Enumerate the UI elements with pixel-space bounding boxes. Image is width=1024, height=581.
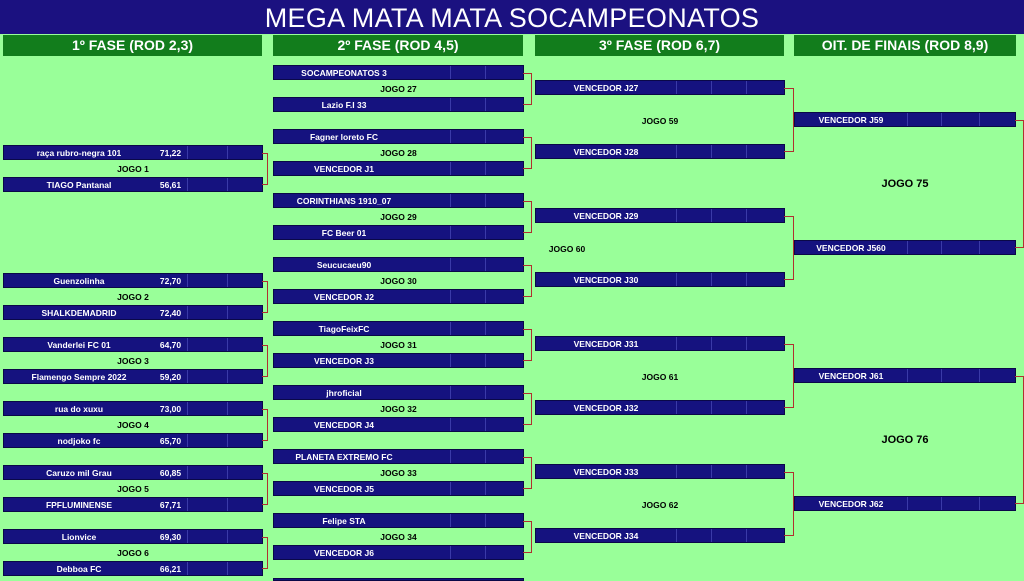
score-cell [450, 482, 451, 495]
game-label: JOGO 31 [380, 340, 417, 350]
team-name: VENCEDOR J59 [818, 115, 884, 125]
team-score: 56,61 [159, 180, 182, 190]
team-slot[interactable] [273, 225, 524, 240]
game-label: JOGO 76 [881, 434, 929, 446]
team-slot[interactable] [3, 561, 263, 576]
score-cell [187, 402, 188, 415]
score-cell [450, 546, 451, 559]
score-cell [187, 562, 188, 575]
team-slot[interactable] [535, 336, 785, 351]
bracket-line [523, 521, 532, 553]
team-slot[interactable] [273, 193, 524, 208]
score-cell [187, 434, 188, 447]
team-name: Guenzolinha [53, 276, 105, 286]
team-name: Lazio F.I 33 [321, 100, 367, 110]
game-label: JOGO 28 [380, 148, 417, 158]
score-cell [187, 306, 188, 319]
score-cell [227, 274, 228, 287]
team-score: 60,85 [159, 468, 182, 478]
team-name: TiagoFeixFC [318, 324, 370, 334]
score-cell [227, 178, 228, 191]
team-name: Debboa FC [56, 564, 102, 574]
game-label: JOGO 61 [641, 372, 679, 382]
bracket-line [784, 472, 794, 536]
team-slot[interactable] [273, 289, 524, 304]
score-cell [979, 113, 980, 126]
score-cell [450, 98, 451, 111]
bracket-line [784, 344, 794, 408]
score-cell [711, 145, 712, 158]
game-label: JOGO 6 [117, 548, 149, 558]
team-slot[interactable] [3, 529, 263, 544]
bracket-line [523, 73, 532, 105]
score-cell [485, 130, 486, 143]
team-name: Flamengo Sempre 2022 [31, 372, 127, 382]
team-slot[interactable] [273, 481, 524, 496]
team-score: 71,22 [159, 148, 182, 158]
bracket-line [523, 265, 532, 297]
score-cell [485, 386, 486, 399]
team-slot[interactable] [3, 401, 263, 416]
score-cell [187, 274, 188, 287]
team-name: TIAGO Pantanal [46, 180, 112, 190]
score-cell [187, 178, 188, 191]
team-name: VENCEDOR J2 [314, 292, 374, 302]
score-cell [485, 98, 486, 111]
bracket-line [523, 137, 532, 169]
score-cell [227, 530, 228, 543]
score-cell [485, 354, 486, 367]
score-cell [485, 418, 486, 431]
score-cell [450, 354, 451, 367]
score-cell [450, 226, 451, 239]
team-name: Vanderlei FC 01 [47, 340, 111, 350]
bracket-line [262, 473, 268, 505]
game-label: JOGO 2 [117, 292, 149, 302]
game-label: JOGO 75 [881, 178, 929, 190]
team-slot[interactable] [273, 513, 524, 528]
game-label: JOGO 32 [380, 404, 417, 414]
team-name: VENCEDOR J34 [573, 531, 639, 541]
game-label: JOGO 3 [117, 356, 149, 366]
score-cell [979, 369, 980, 382]
team-slot[interactable] [3, 273, 263, 288]
score-cell [450, 130, 451, 143]
game-label: JOGO 30 [380, 276, 417, 286]
score-cell [711, 337, 712, 350]
score-cell [187, 498, 188, 511]
score-cell [485, 194, 486, 207]
score-cell [187, 338, 188, 351]
team-score: 66,21 [159, 564, 182, 574]
team-name: VENCEDOR J33 [573, 467, 639, 477]
score-cell [187, 530, 188, 543]
bracket-line [1015, 120, 1024, 248]
team-name: VENCEDOR J31 [573, 339, 639, 349]
score-cell [676, 465, 677, 478]
game-label: JOGO 27 [380, 84, 417, 94]
game-label: JOGO 34 [380, 532, 417, 542]
score-cell [711, 401, 712, 414]
score-cell [746, 401, 747, 414]
team-slot[interactable] [273, 545, 524, 560]
team-slot[interactable] [3, 337, 263, 352]
game-label: JOGO 60 [548, 244, 586, 254]
score-cell [450, 194, 451, 207]
page-title: MEGA MATA MATA SOCAMPEONATOS [0, 0, 1024, 34]
score-cell [227, 306, 228, 319]
score-cell [711, 81, 712, 94]
score-cell [450, 66, 451, 79]
score-cell [907, 497, 908, 510]
score-cell [746, 273, 747, 286]
team-slot[interactable] [535, 80, 785, 95]
team-slot[interactable] [535, 272, 785, 287]
score-cell [450, 514, 451, 527]
team-slot[interactable] [3, 145, 263, 160]
team-slot[interactable] [3, 497, 263, 512]
team-name: FC Beer 01 [321, 228, 367, 238]
score-cell [676, 145, 677, 158]
score-cell [711, 465, 712, 478]
team-slot[interactable] [273, 97, 524, 112]
score-cell [941, 369, 942, 382]
score-cell [187, 146, 188, 159]
team-slot[interactable] [535, 400, 785, 415]
score-cell [485, 546, 486, 559]
team-slot[interactable] [273, 65, 524, 80]
score-cell [485, 258, 486, 271]
team-slot[interactable] [794, 112, 1016, 127]
team-slot[interactable] [3, 433, 263, 448]
score-cell [450, 450, 451, 463]
score-cell [227, 370, 228, 383]
team-name: Lionvice [61, 532, 97, 542]
game-label: JOGO 62 [641, 500, 679, 510]
score-cell [450, 418, 451, 431]
team-name: Felipe STA [322, 516, 366, 526]
score-cell [450, 386, 451, 399]
score-cell [227, 338, 228, 351]
team-slot[interactable] [273, 257, 524, 272]
score-cell [485, 450, 486, 463]
team-name: Fagner loreto FC [309, 132, 378, 142]
team-name: jhroficial [326, 388, 362, 398]
score-cell [227, 434, 228, 447]
score-cell [907, 369, 908, 382]
team-name: VENCEDOR J30 [573, 275, 639, 285]
team-slot[interactable] [535, 528, 785, 543]
bracket-line [523, 457, 532, 489]
team-name: VENCEDOR J62 [818, 499, 884, 509]
team-name: VENCEDOR J32 [573, 403, 639, 413]
team-score: 67,71 [159, 500, 182, 510]
team-score: 69,30 [159, 532, 182, 542]
game-label: JOGO 1 [117, 164, 149, 174]
team-slot[interactable] [3, 465, 263, 480]
team-name: SOCAMPEONATOS 3 [301, 68, 387, 78]
phase-header-4: OIT. DE FINAIS (ROD 8,9) [794, 35, 1016, 56]
team-name: rua do xuxu [54, 404, 104, 414]
score-cell [485, 66, 486, 79]
game-label: JOGO 59 [641, 116, 679, 126]
score-cell [746, 81, 747, 94]
score-cell [746, 465, 747, 478]
bracket-line [523, 329, 532, 361]
score-cell [227, 402, 228, 415]
score-cell [746, 145, 747, 158]
team-slot[interactable] [3, 369, 263, 384]
game-label: JOGO 4 [117, 420, 149, 430]
team-name: raça rubro-negra 101 [36, 148, 122, 158]
score-cell [907, 113, 908, 126]
team-slot[interactable] [273, 129, 524, 144]
team-slot[interactable] [794, 368, 1016, 383]
team-name: VENCEDOR J5 [314, 484, 374, 494]
phase-header-1: 1º FASE (ROD 2,3) [3, 35, 262, 56]
score-cell [450, 258, 451, 271]
score-cell [711, 209, 712, 222]
score-cell [227, 146, 228, 159]
score-cell [941, 497, 942, 510]
team-name: VENCEDOR J3 [314, 356, 374, 366]
score-cell [450, 290, 451, 303]
score-cell [187, 370, 188, 383]
score-cell [746, 529, 747, 542]
bracket-line [262, 281, 268, 313]
team-score: 59,20 [159, 372, 182, 382]
bracket-line [523, 201, 532, 233]
score-cell [227, 466, 228, 479]
score-cell [676, 337, 677, 350]
bracket-line [262, 345, 268, 377]
team-name: Seucucaeu90 [316, 260, 372, 270]
game-label: JOGO 29 [380, 212, 417, 222]
team-score: 72,70 [159, 276, 182, 286]
score-cell [979, 241, 980, 254]
score-cell [485, 226, 486, 239]
team-score: 65,70 [159, 436, 182, 446]
score-cell [227, 498, 228, 511]
team-score: 64,70 [159, 340, 182, 350]
team-name: PLANETA EXTREMO FC [295, 452, 393, 462]
team-name: VENCEDOR J4 [314, 420, 374, 430]
team-score: 73,00 [159, 404, 182, 414]
bracket-line [523, 393, 532, 425]
score-cell [907, 241, 908, 254]
team-slot[interactable] [273, 161, 524, 176]
score-cell [746, 337, 747, 350]
score-cell [485, 162, 486, 175]
team-slot[interactable] [273, 353, 524, 368]
score-cell [676, 273, 677, 286]
score-cell [941, 113, 942, 126]
score-cell [746, 209, 747, 222]
team-name: VENCEDOR J560 [816, 243, 886, 253]
team-name: Caruzo mil Grau [46, 468, 112, 478]
score-cell [227, 562, 228, 575]
game-label: JOGO 5 [117, 484, 149, 494]
bracket-line [262, 537, 268, 569]
score-cell [676, 401, 677, 414]
team-slot[interactable] [535, 144, 785, 159]
team-name: VENCEDOR J6 [314, 548, 374, 558]
score-cell [676, 529, 677, 542]
team-score: 72,40 [159, 308, 182, 318]
score-cell [450, 322, 451, 335]
score-cell [485, 482, 486, 495]
team-name: SHALKDEMADRID [41, 308, 117, 318]
team-name: CORINTHIANS 1910_07 [296, 196, 392, 206]
score-cell [979, 497, 980, 510]
bracket-line [784, 216, 794, 280]
team-slot[interactable] [3, 177, 263, 192]
score-cell [450, 162, 451, 175]
team-slot[interactable] [273, 449, 524, 464]
team-slot[interactable] [794, 496, 1016, 511]
team-slot[interactable] [273, 321, 524, 336]
score-cell [941, 241, 942, 254]
team-name: VENCEDOR J29 [573, 211, 639, 221]
phase-header-3: 3º FASE (ROD 6,7) [535, 35, 784, 56]
score-cell [711, 273, 712, 286]
score-cell [187, 466, 188, 479]
bracket-line [262, 153, 268, 185]
score-cell [485, 290, 486, 303]
team-name: VENCEDOR J61 [818, 371, 884, 381]
team-slot[interactable] [794, 240, 1016, 255]
score-cell [485, 322, 486, 335]
team-slot[interactable] [535, 208, 785, 223]
phase-header-2: 2º FASE (ROD 4,5) [273, 35, 523, 56]
team-name: VENCEDOR J1 [314, 164, 374, 174]
score-cell [676, 81, 677, 94]
score-cell [711, 529, 712, 542]
team-name: nodjoko fc [57, 436, 101, 446]
bracket-line [262, 409, 268, 441]
team-name: FPFLUMINENSE [45, 500, 113, 510]
team-slot[interactable] [273, 417, 524, 432]
team-name: VENCEDOR J27 [573, 83, 639, 93]
bracket-line [1015, 376, 1024, 504]
score-cell [676, 209, 677, 222]
team-slot[interactable] [273, 385, 524, 400]
game-label: JOGO 33 [380, 468, 417, 478]
bracket-line [784, 88, 794, 152]
team-slot[interactable] [535, 464, 785, 479]
team-slot[interactable] [3, 305, 263, 320]
score-cell [485, 514, 486, 527]
team-name: VENCEDOR J28 [573, 147, 639, 157]
